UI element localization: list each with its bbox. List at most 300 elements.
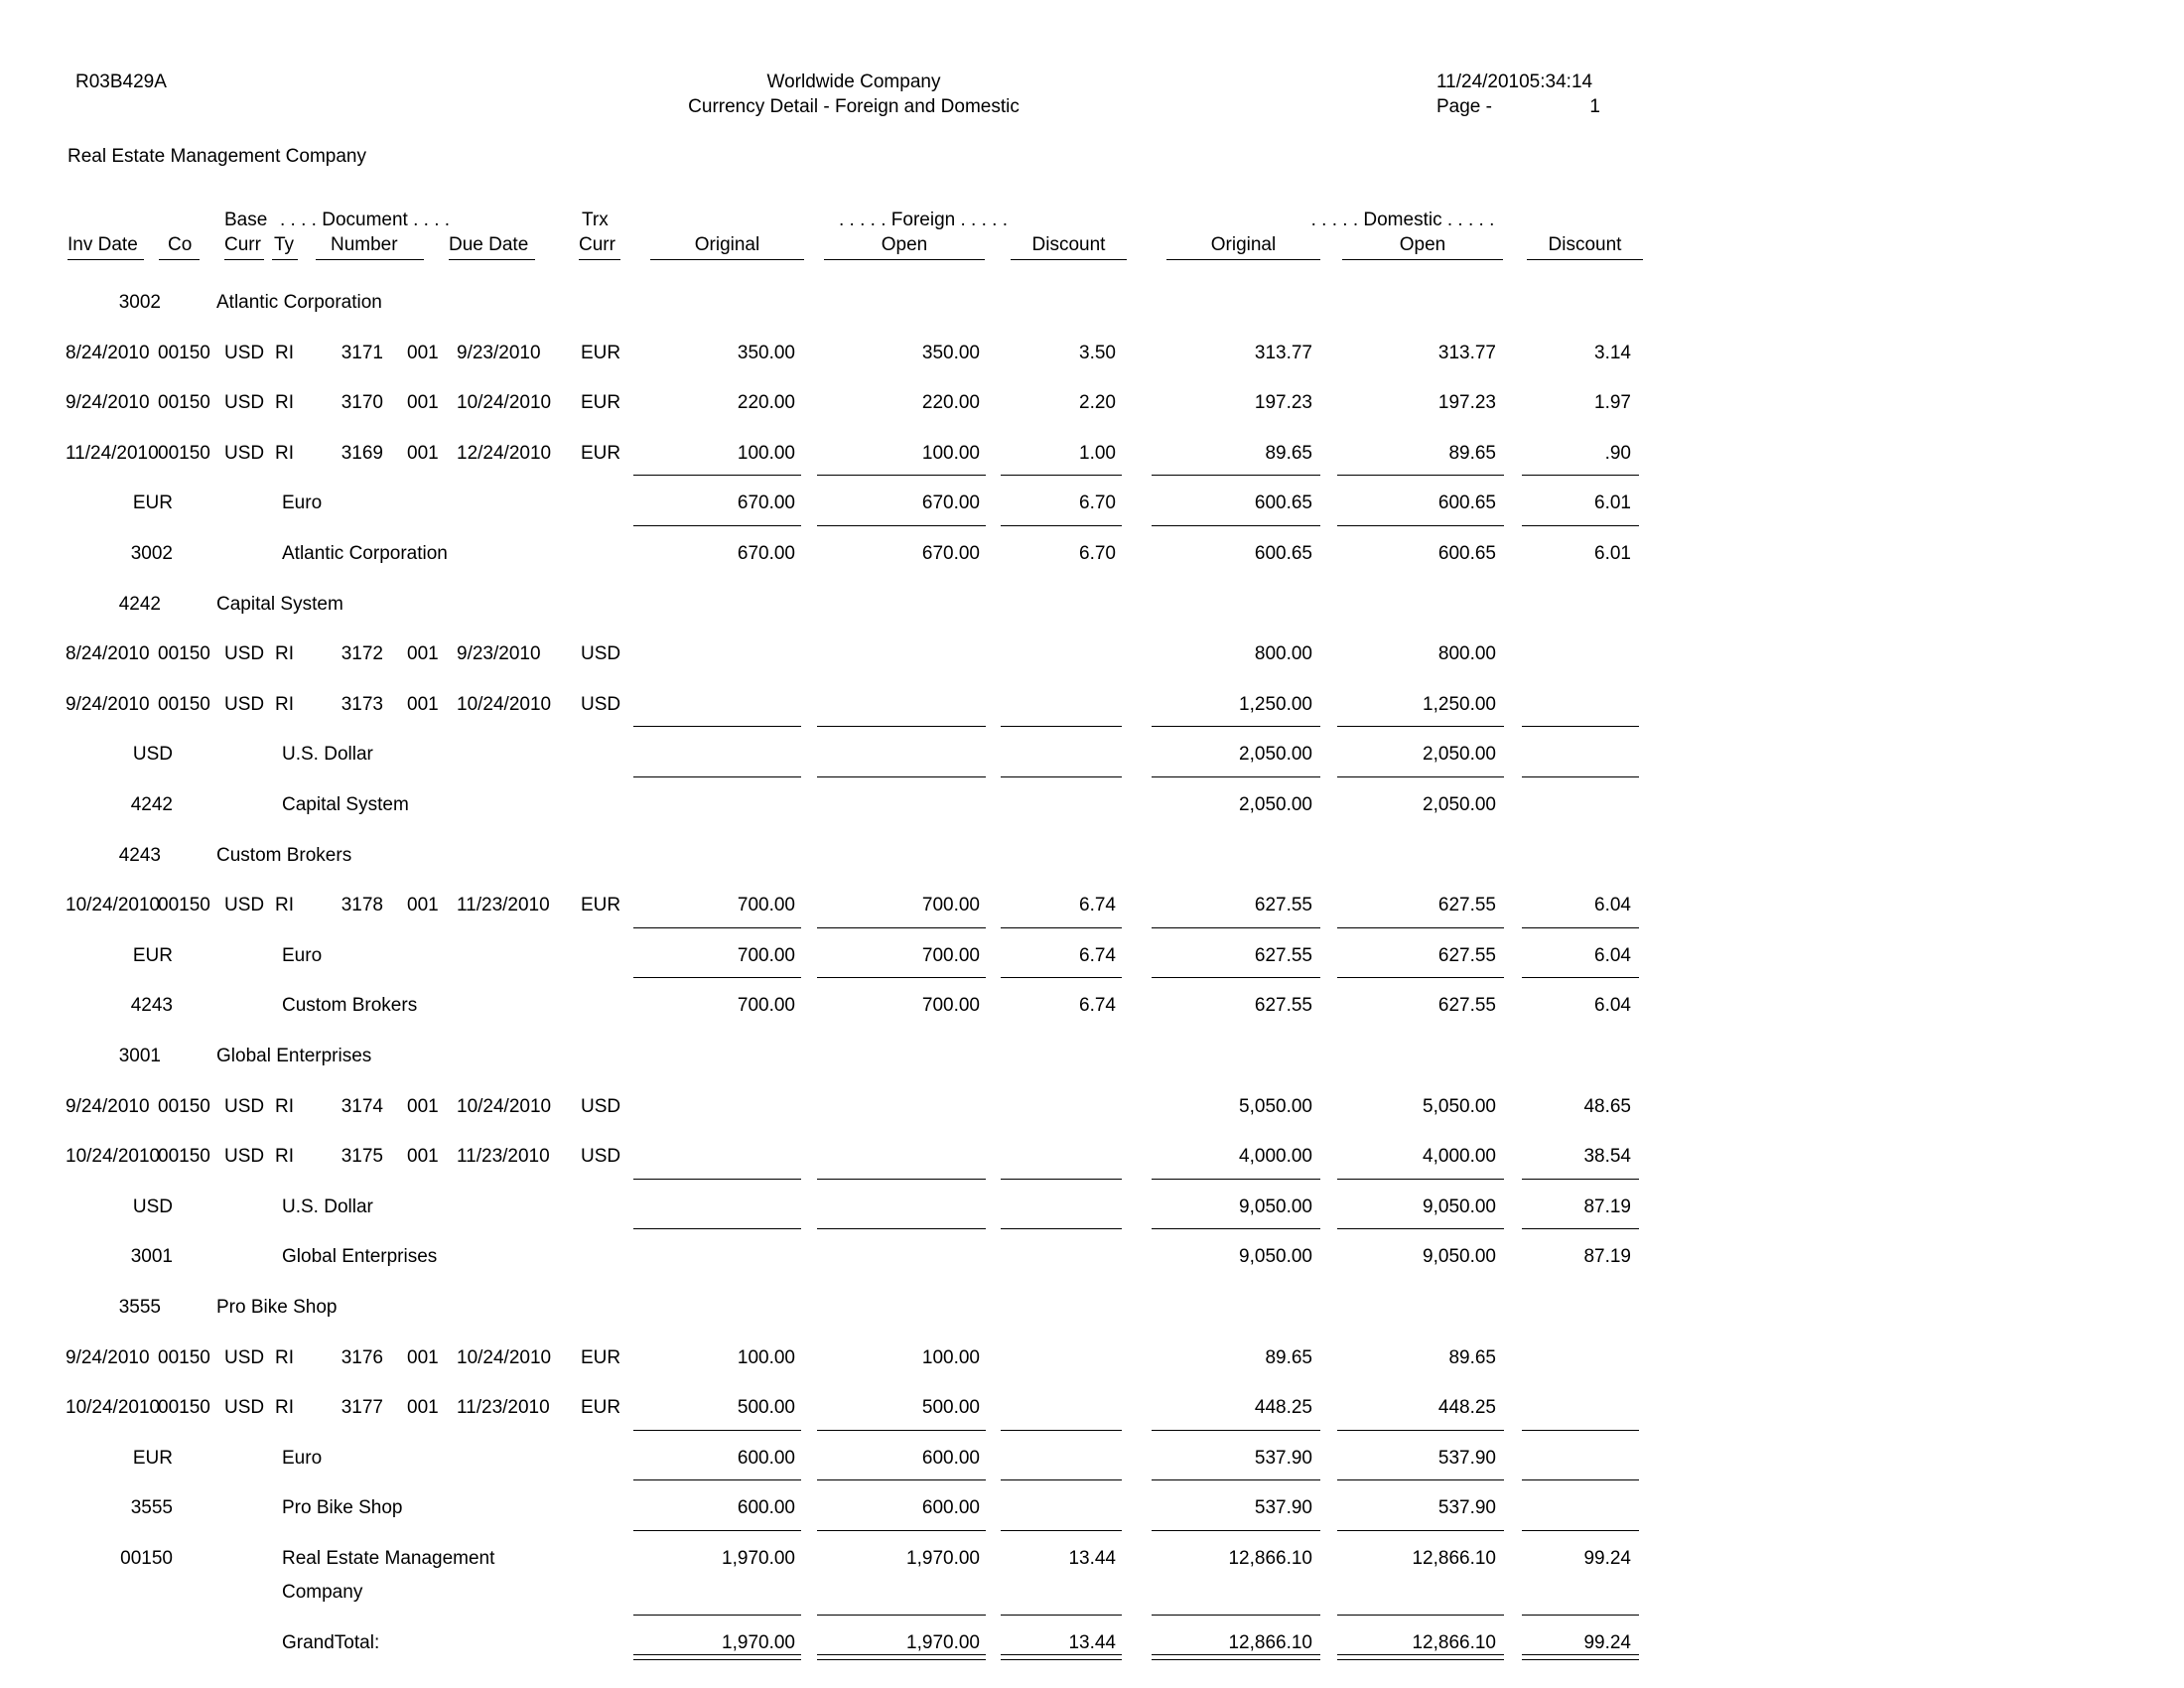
subtotal-line — [1337, 1430, 1504, 1431]
amount-fo: 220.00 — [737, 392, 795, 414]
base-currency: USD — [224, 643, 265, 665]
document-item: 001 — [407, 1397, 439, 1419]
subtotal-line — [1337, 927, 1504, 928]
due-date: 10/24/2010 — [457, 392, 552, 414]
total-label: U.S. Dollar — [282, 1196, 373, 1217]
customer-name: Custom Brokers — [216, 844, 352, 866]
base-currency: USD — [224, 1346, 265, 1368]
amount-dp: 627.55 — [1437, 895, 1496, 916]
due-date: 10/24/2010 — [457, 1095, 552, 1117]
subtotal-line — [1152, 1430, 1320, 1431]
amount-fp: 700.00 — [921, 895, 980, 916]
transaction-currency: EUR — [581, 895, 621, 916]
amount-fo: 350.00 — [737, 342, 795, 363]
subtotal-line — [817, 1179, 986, 1180]
total-label: Custom Brokers — [282, 995, 418, 1017]
subtotal-line — [817, 1430, 986, 1431]
amount-do: 448.25 — [1254, 1397, 1312, 1419]
total-label: Capital System — [282, 794, 409, 815]
total-label: Real Estate Management — [282, 1548, 495, 1569]
document-number: 3171 — [341, 342, 383, 363]
document-type: RI — [275, 643, 294, 665]
col-header-due-date: Due Date — [449, 234, 529, 255]
document-type: RI — [275, 895, 294, 916]
subtotal-line — [1522, 475, 1639, 476]
total-label: U.S. Dollar — [282, 744, 373, 766]
invoice-date: 9/24/2010 — [66, 392, 150, 414]
invoice-date: 8/24/2010 — [66, 342, 150, 363]
invoice-date: 10/24/2010 — [66, 895, 161, 916]
document-item: 001 — [407, 342, 439, 363]
document-item: 001 — [407, 895, 439, 916]
amount-dp: 89.65 — [1448, 1346, 1496, 1368]
total-do: 600.65 — [1254, 492, 1312, 514]
transaction-currency: EUR — [581, 442, 621, 464]
invoice-date: 9/24/2010 — [66, 1095, 150, 1117]
amount-dd: .90 — [1604, 442, 1631, 464]
subtotal-line — [1152, 1228, 1320, 1229]
total-do: 2,050.00 — [1239, 744, 1312, 766]
report-title: Currency Detail - Foreign and Domestic — [688, 96, 1020, 117]
total-dp: 9,050.00 — [1423, 1246, 1496, 1268]
transaction-currency: USD — [581, 643, 621, 665]
due-date: 11/23/2010 — [457, 1146, 550, 1168]
company-code: 00150 — [158, 1346, 210, 1368]
subtotal-line — [817, 1228, 986, 1229]
subtotal-line — [1522, 1615, 1639, 1616]
subtotal-line — [817, 1479, 986, 1480]
subtotal-line — [1001, 1615, 1122, 1616]
subtotal-line — [1001, 525, 1122, 526]
invoice-date: 11/24/2010 — [66, 442, 159, 464]
company-name: Worldwide Company — [766, 71, 941, 92]
total-fp: 1,970.00 — [906, 1548, 980, 1569]
amount-dd: 38.54 — [1583, 1146, 1631, 1168]
base-currency: USD — [224, 1095, 265, 1117]
total-fp: 600.00 — [921, 1447, 980, 1469]
document-number: 3172 — [341, 643, 383, 665]
total-code: 4242 — [130, 794, 173, 815]
total-fo: 670.00 — [737, 492, 795, 514]
total-dp: 537.90 — [1437, 1497, 1496, 1519]
subtotal-line — [1152, 475, 1320, 476]
document-item: 001 — [407, 392, 439, 414]
total-fo: 1,970.00 — [722, 1548, 795, 1569]
base-currency: USD — [224, 392, 265, 414]
company-code: 00150 — [158, 1146, 210, 1168]
subtotal-line — [1337, 1479, 1504, 1480]
total-code: 3001 — [130, 1246, 173, 1268]
amount-fd: 6.74 — [1079, 895, 1116, 916]
subtotal-line — [1152, 776, 1320, 777]
document-type: RI — [275, 442, 294, 464]
total-label: Euro — [282, 944, 323, 966]
col-header-co: Co — [168, 234, 193, 255]
total-code: 3002 — [130, 543, 173, 564]
amount-do: 313.77 — [1254, 342, 1312, 363]
amount-dp: 197.23 — [1437, 392, 1496, 414]
document-type: RI — [275, 693, 294, 715]
total-dd: 6.01 — [1594, 543, 1631, 564]
subtotal-line — [1522, 726, 1639, 727]
total-dd: 6.04 — [1594, 995, 1631, 1017]
customer-code: 4242 — [118, 593, 161, 615]
amount-dp: 800.00 — [1437, 643, 1496, 665]
total-dp: 2,050.00 — [1423, 744, 1496, 766]
amount-fd: 2.20 — [1079, 392, 1116, 414]
subtotal-line — [1522, 525, 1639, 526]
total-fp: 670.00 — [921, 543, 980, 564]
due-date: 10/24/2010 — [457, 1346, 552, 1368]
transaction-currency: USD — [581, 1095, 621, 1117]
col-header-inv-date: Inv Date — [68, 234, 138, 255]
total-label-continued: Company — [282, 1582, 363, 1603]
document-type: RI — [275, 1095, 294, 1117]
customer-name: Global Enterprises — [216, 1046, 372, 1066]
total-label: GrandTotal: — [282, 1631, 380, 1653]
customer-code: 3555 — [118, 1297, 161, 1318]
subtotal-line — [1522, 1430, 1639, 1431]
col-header-number: Number — [331, 234, 398, 255]
amount-do: 627.55 — [1254, 895, 1312, 916]
total-fp: 670.00 — [921, 492, 980, 514]
amount-fp: 220.00 — [921, 392, 980, 414]
subtotal-line — [1152, 1615, 1320, 1616]
due-date: 11/23/2010 — [457, 895, 550, 916]
total-do: 627.55 — [1254, 944, 1312, 966]
amount-do: 800.00 — [1254, 643, 1312, 665]
document-type: RI — [275, 1146, 294, 1168]
subtotal-line — [633, 1479, 801, 1480]
subtotal-line — [1152, 1530, 1320, 1531]
amount-dp: 5,050.00 — [1423, 1095, 1496, 1117]
invoice-date: 9/24/2010 — [66, 693, 150, 715]
company-code: 00150 — [158, 442, 210, 464]
total-fd: 13.44 — [1068, 1548, 1116, 1569]
grand-total-underline — [1152, 1654, 1320, 1655]
amount-fp: 500.00 — [921, 1397, 980, 1419]
amount-do: 89.65 — [1265, 1346, 1312, 1368]
total-do: 627.55 — [1254, 995, 1312, 1017]
subtotal-line — [1522, 1179, 1639, 1180]
total-do: 9,050.00 — [1239, 1246, 1312, 1268]
total-dd: 99.24 — [1583, 1548, 1631, 1569]
subtotal-line — [1337, 525, 1504, 526]
header-underline — [224, 259, 264, 260]
subtotal-line — [1337, 1615, 1504, 1616]
subtotal-line — [1337, 1228, 1504, 1229]
subtotal-line — [817, 977, 986, 978]
total-fd: 6.74 — [1079, 944, 1116, 966]
subtotal-line — [1522, 977, 1639, 978]
page-label: Page - — [1436, 96, 1492, 117]
amount-do: 1,250.00 — [1239, 693, 1312, 715]
subtotal-line — [1001, 1530, 1122, 1531]
amount-dp: 1,250.00 — [1423, 693, 1496, 715]
subtotal-line — [1152, 977, 1320, 978]
customer-name: Capital System — [216, 593, 343, 615]
subtotal-line — [633, 525, 801, 526]
col-header-document-group: . . . . Document . . . . — [280, 210, 451, 230]
total-dp: 12,866.10 — [1412, 1631, 1496, 1653]
subtotal-line — [817, 776, 986, 777]
col-header-foreign-discount: Discount — [1031, 234, 1106, 255]
col-header-foreign-open: Open — [881, 234, 928, 255]
total-dp: 600.65 — [1437, 492, 1496, 514]
col-header-base: Base — [224, 210, 268, 230]
subtotal-line — [1152, 1479, 1320, 1480]
total-fo: 670.00 — [737, 543, 795, 564]
due-date: 10/24/2010 — [457, 693, 552, 715]
subtotal-line — [1001, 977, 1122, 978]
total-do: 600.65 — [1254, 543, 1312, 564]
total-dd: 6.04 — [1594, 944, 1631, 966]
subtotal-line — [1337, 475, 1504, 476]
header-underline — [449, 259, 535, 260]
total-dp: 12,866.10 — [1412, 1548, 1496, 1569]
total-dd: 6.01 — [1594, 492, 1631, 514]
total-fo: 700.00 — [737, 995, 795, 1017]
subtotal-line — [1522, 1530, 1639, 1531]
total-label: Euro — [282, 492, 323, 514]
amount-fp: 100.00 — [921, 1346, 980, 1368]
subtotal-line — [817, 726, 986, 727]
col-header-domestic-open: Open — [1399, 234, 1446, 255]
subtotal-line — [1152, 525, 1320, 526]
amount-fo: 500.00 — [737, 1397, 795, 1419]
total-dd: 99.24 — [1583, 1631, 1631, 1653]
subtotal-line — [1001, 1430, 1122, 1431]
subtotal-line — [1522, 1479, 1639, 1480]
col-header-domestic-group: . . . . . Domestic . . . . . — [1310, 210, 1495, 230]
customer-code: 4243 — [118, 844, 161, 866]
grand-total-underline — [633, 1654, 801, 1655]
total-fo: 700.00 — [737, 944, 795, 966]
total-fd: 6.74 — [1079, 995, 1116, 1017]
col-header-foreign-original: Original — [694, 234, 760, 255]
subtotal-line — [817, 525, 986, 526]
header-underline — [1342, 259, 1503, 260]
total-label: Atlantic Corporation — [282, 543, 448, 564]
subtotal-line — [817, 1615, 986, 1616]
base-currency: USD — [224, 442, 265, 464]
document-item: 001 — [407, 1095, 439, 1117]
customer-code: 3002 — [118, 292, 161, 313]
total-fd: 13.44 — [1068, 1631, 1116, 1653]
document-number: 3175 — [341, 1146, 383, 1168]
total-code: USD — [132, 744, 173, 766]
total-do: 12,866.10 — [1228, 1631, 1312, 1653]
total-dp: 2,050.00 — [1423, 794, 1496, 815]
document-item: 001 — [407, 693, 439, 715]
total-code: 00150 — [120, 1548, 173, 1569]
customer-name: Pro Bike Shop — [216, 1297, 338, 1318]
header-underline — [824, 259, 985, 260]
total-code: EUR — [132, 492, 173, 514]
grand-total-underline — [633, 1659, 801, 1660]
total-fp: 700.00 — [921, 944, 980, 966]
grand-total-underline — [1522, 1659, 1639, 1660]
subtotal-line — [633, 1179, 801, 1180]
subtotal-line — [633, 1228, 801, 1229]
document-number: 3176 — [341, 1346, 383, 1368]
document-number: 3170 — [341, 392, 383, 414]
customer-code: 3001 — [118, 1046, 161, 1066]
total-fp: 700.00 — [921, 995, 980, 1017]
grand-total-underline — [1001, 1654, 1122, 1655]
transaction-currency: EUR — [581, 1397, 621, 1419]
subtotal-line — [633, 776, 801, 777]
header-underline — [1011, 259, 1127, 260]
document-number: 3178 — [341, 895, 383, 916]
amount-fd: 3.50 — [1079, 342, 1116, 363]
subtotal-line — [633, 726, 801, 727]
subtotal-line — [817, 927, 986, 928]
document-type: RI — [275, 1346, 294, 1368]
document-number: 3177 — [341, 1397, 383, 1419]
base-currency: USD — [224, 693, 265, 715]
base-currency: USD — [224, 895, 265, 916]
subtotal-line — [1337, 726, 1504, 727]
col-header-trx: Trx — [582, 210, 609, 230]
subtotal-line — [1001, 927, 1122, 928]
business-unit-title: Real Estate Management Company — [68, 146, 366, 167]
subtotal-line — [1522, 776, 1639, 777]
amount-fo: 100.00 — [737, 442, 795, 464]
amount-dd: 1.97 — [1594, 392, 1631, 414]
customer-name: Atlantic Corporation — [216, 292, 382, 313]
header-underline — [272, 259, 298, 260]
document-item: 001 — [407, 1346, 439, 1368]
total-code: USD — [132, 1196, 173, 1217]
invoice-date: 10/24/2010 — [66, 1397, 161, 1419]
grand-total-underline — [1337, 1654, 1504, 1655]
amount-do: 5,050.00 — [1239, 1095, 1312, 1117]
amount-fo: 100.00 — [737, 1346, 795, 1368]
amount-dd: 48.65 — [1583, 1095, 1631, 1117]
header-underline — [1166, 259, 1320, 260]
total-do: 9,050.00 — [1239, 1196, 1312, 1217]
subtotal-line — [1001, 1179, 1122, 1180]
total-fo: 600.00 — [737, 1497, 795, 1519]
header-underline — [1527, 259, 1643, 260]
header-underline — [68, 259, 144, 260]
total-fo: 600.00 — [737, 1447, 795, 1469]
total-dp: 537.90 — [1437, 1447, 1496, 1469]
due-date: 9/23/2010 — [457, 643, 541, 665]
total-dp: 627.55 — [1437, 944, 1496, 966]
invoice-date: 9/24/2010 — [66, 1346, 150, 1368]
header-underline — [650, 259, 804, 260]
company-code: 00150 — [158, 1397, 210, 1419]
document-type: RI — [275, 342, 294, 363]
col-header-foreign-group: . . . . . Foreign . . . . . — [839, 210, 1008, 230]
subtotal-line — [633, 927, 801, 928]
document-type: RI — [275, 392, 294, 414]
total-code: EUR — [132, 944, 173, 966]
subtotal-line — [1337, 1530, 1504, 1531]
report-datetime: 11/24/20105:34:14 — [1436, 71, 1593, 92]
subtotal-line — [633, 977, 801, 978]
company-code: 00150 — [158, 693, 210, 715]
amount-dd: 6.04 — [1594, 895, 1631, 916]
grand-total-underline — [817, 1659, 986, 1660]
total-do: 537.90 — [1254, 1447, 1312, 1469]
amount-fp: 100.00 — [921, 442, 980, 464]
grand-total-underline — [1522, 1654, 1639, 1655]
subtotal-line — [1152, 1179, 1320, 1180]
header-underline — [159, 259, 200, 260]
total-fp: 600.00 — [921, 1497, 980, 1519]
header-underline — [579, 259, 620, 260]
page-number: 1 — [1589, 96, 1600, 117]
subtotal-line — [633, 1430, 801, 1431]
amount-fd: 1.00 — [1079, 442, 1116, 464]
total-fp: 1,970.00 — [906, 1631, 980, 1653]
header-underline — [316, 259, 424, 260]
amount-dp: 4,000.00 — [1423, 1146, 1496, 1168]
amount-dd: 3.14 — [1594, 342, 1631, 363]
total-do: 2,050.00 — [1239, 794, 1312, 815]
subtotal-line — [1152, 927, 1320, 928]
total-do: 537.90 — [1254, 1497, 1312, 1519]
total-code: EUR — [132, 1447, 173, 1469]
total-label: Global Enterprises — [282, 1246, 438, 1268]
subtotal-line — [1001, 776, 1122, 777]
subtotal-line — [817, 475, 986, 476]
company-code: 00150 — [158, 895, 210, 916]
total-fd: 6.70 — [1079, 492, 1116, 514]
transaction-currency: EUR — [581, 342, 621, 363]
document-item: 001 — [407, 643, 439, 665]
grand-total-underline — [1337, 1659, 1504, 1660]
grand-total-underline — [817, 1654, 986, 1655]
company-code: 00150 — [158, 1095, 210, 1117]
total-fo: 1,970.00 — [722, 1631, 795, 1653]
subtotal-line — [633, 1615, 801, 1616]
total-do: 12,866.10 — [1228, 1548, 1312, 1569]
document-item: 001 — [407, 442, 439, 464]
total-code: 3555 — [130, 1497, 173, 1519]
total-label: Pro Bike Shop — [282, 1497, 403, 1519]
col-header-curr: Curr — [224, 234, 261, 255]
amount-fo: 700.00 — [737, 895, 795, 916]
col-header-domestic-discount: Discount — [1548, 234, 1622, 255]
total-dp: 627.55 — [1437, 995, 1496, 1017]
company-code: 00150 — [158, 392, 210, 414]
subtotal-line — [1337, 977, 1504, 978]
due-date: 9/23/2010 — [457, 342, 541, 363]
subtotal-line — [1337, 1179, 1504, 1180]
base-currency: USD — [224, 1146, 265, 1168]
subtotal-line — [1001, 475, 1122, 476]
total-code: 4243 — [130, 995, 173, 1017]
col-header-ty: Ty — [274, 234, 295, 255]
subtotal-line — [1522, 1228, 1639, 1229]
invoice-date: 10/24/2010 — [66, 1146, 161, 1168]
amount-do: 197.23 — [1254, 392, 1312, 414]
company-code: 00150 — [158, 342, 210, 363]
document-number: 3169 — [341, 442, 383, 464]
total-label: Euro — [282, 1447, 323, 1469]
grand-total-underline — [1001, 1659, 1122, 1660]
subtotal-line — [1001, 1228, 1122, 1229]
document-type: RI — [275, 1397, 294, 1419]
amount-dp: 89.65 — [1448, 442, 1496, 464]
grand-total-underline — [1152, 1659, 1320, 1660]
total-dd: 87.19 — [1583, 1196, 1631, 1217]
subtotal-line — [633, 1530, 801, 1531]
